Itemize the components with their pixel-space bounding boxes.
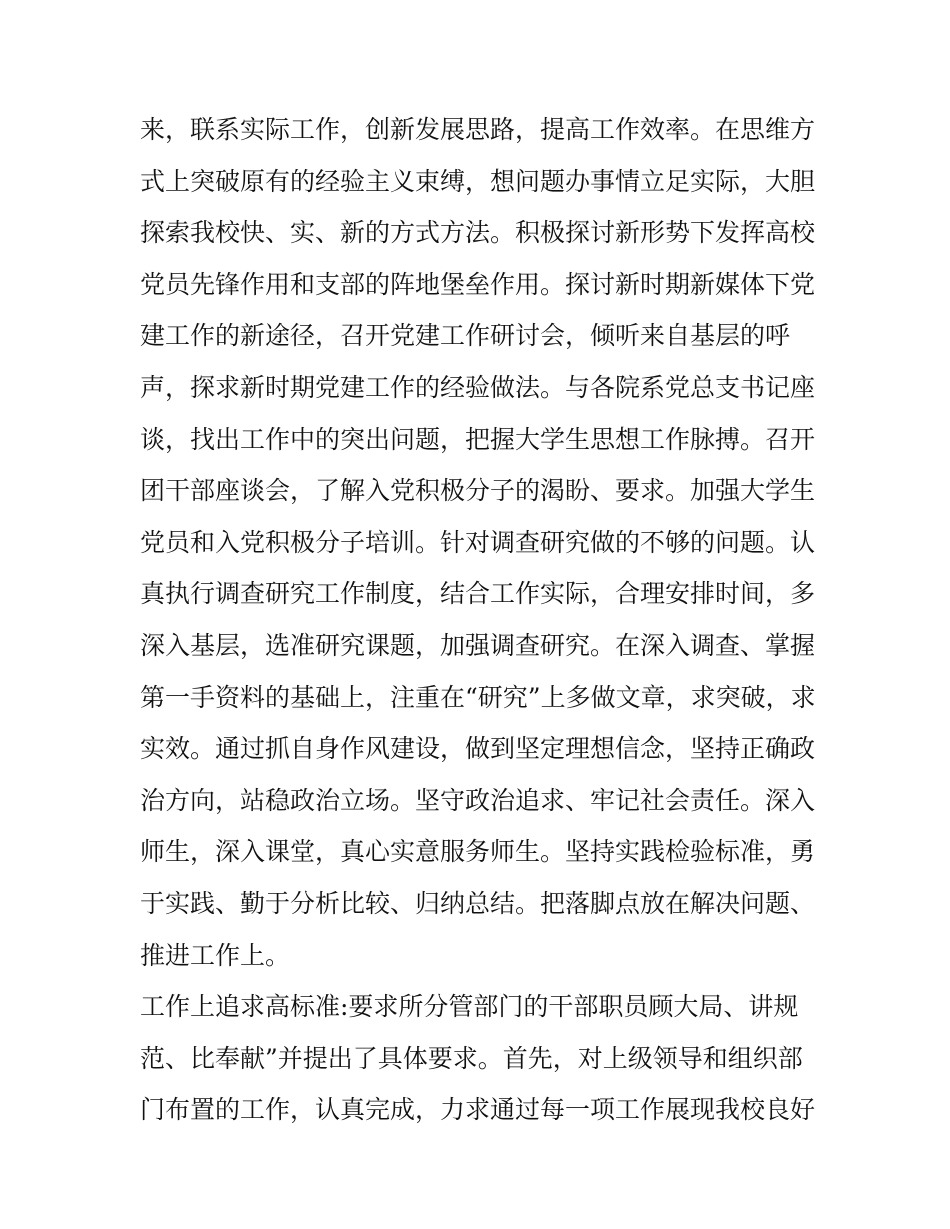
text-line: 第一手资料的基础上，注重在“研究”上多做文章，求突破，求 [140, 682, 816, 712]
text-line: 建工作的新途径，召开党建工作研讨会，倾听来自基层的呼 [140, 321, 791, 351]
text-line: 实效。通过抓自身作风建设，做到坚定理想信念，坚持正确政 [140, 734, 816, 764]
text-line: 式上突破原有的经验主义束缚，想问题办事情立足实际，大胆 [140, 166, 816, 196]
text-line: 党员先锋作用和支部的阵地堡垒作用。探讨新时期新媒体下党 [140, 269, 816, 299]
text-line: 党员和入党积极分子培训。针对调查研究做的不够的问题。认 [140, 527, 816, 557]
text-line: 于实践、勤于分析比较、归纳总结。把落脚点放在解决问题、 [140, 888, 816, 918]
text-line: 深入基层，选准研究课题，加强调查研究。在深入调查、掌握 [140, 630, 816, 660]
text-line: 探索我校快、实、新的方式方法。积极探讨新形势下发挥高校 [140, 218, 816, 248]
text-line: 声，探求新时期党建工作的经验做法。与各院系党总支书记座 [140, 372, 816, 402]
text-line: 团干部座谈会，了解入党积极分子的渴盼、要求。加强大学生 [140, 476, 816, 506]
document-body [140, 104, 815, 1136]
paragraph-end-line: 推进工作上。 [140, 940, 291, 970]
text-line: 工作上追求高标准:要求所分管部门的干部职员顾大局、讲规 [140, 992, 799, 1022]
text-line: 范、比奉献”并提出了具体要求。首先，对上级领导和组织部 [140, 1043, 803, 1073]
text-line: 谈，找出工作中的突出问题，把握大学生思想工作脉搏。召开 [140, 424, 816, 454]
text-line: 治方向，站稳政治立场。坚守政治追求、牢记社会责任。深入 [140, 785, 816, 815]
text-line: 来，联系实际工作，创新发展思路，提高工作效率。在思维方 [140, 115, 816, 144]
text-line: 师生，深入课堂，真心实意服务师生。坚持实践检验标准，勇 [140, 837, 816, 867]
text-line: 真执行调查研究工作制度，结合工作实际，合理安排时间，多 [140, 579, 816, 609]
text-line: 门布置的工作，认真完成，力求通过每一项工作展现我校良好 [140, 1095, 816, 1125]
